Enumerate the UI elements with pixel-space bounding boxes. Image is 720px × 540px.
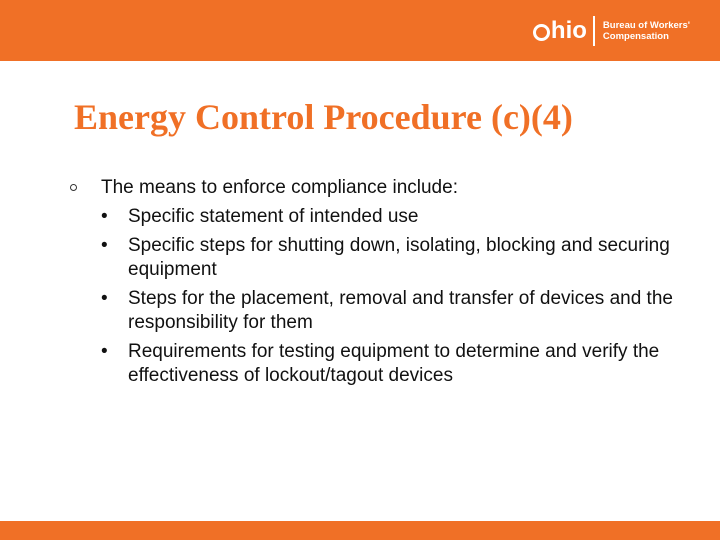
logo-agency-line-2: Compensation bbox=[602, 31, 669, 42]
logo-ohio-wordmark bbox=[533, 17, 587, 45]
bullet-icon: • bbox=[101, 288, 108, 309]
hollow-circle-bullet-icon bbox=[70, 184, 77, 191]
sub-point-text: Specific statement of intended use bbox=[128, 206, 419, 227]
sub-point-list bbox=[70, 205, 710, 388]
footer-band bbox=[0, 521, 720, 540]
sub-point-text: Steps for the placement, removal and transfer of devices and the responsibility for them bbox=[128, 288, 673, 333]
logo-agency-line-1: Bureau of Workers' bbox=[602, 20, 690, 31]
main-point-text: The means to enforce compliance include: bbox=[101, 177, 458, 198]
slide-title: Energy Control Procedure (c)(4) bbox=[74, 97, 573, 137]
sub-point bbox=[101, 340, 710, 388]
logo-divider bbox=[593, 16, 595, 46]
slide-body bbox=[70, 176, 710, 388]
sub-point bbox=[101, 205, 710, 229]
logo-agency-name bbox=[603, 20, 690, 42]
sub-point-text: Requirements for testing equipment to determine and verify the effectiveness of lockout/tagout devices bbox=[128, 341, 660, 386]
header-band bbox=[0, 0, 720, 61]
logo-o-icon bbox=[533, 24, 550, 41]
bullet-icon: • bbox=[101, 341, 108, 362]
sub-point bbox=[101, 234, 710, 282]
bullet-icon: • bbox=[101, 235, 108, 256]
sub-point bbox=[101, 287, 710, 335]
bullet-icon: • bbox=[101, 206, 108, 227]
logo-ohio-text: hio bbox=[550, 17, 587, 44]
main-point bbox=[70, 176, 710, 200]
sub-point-text: Specific steps for shutting down, isolating, blocking and securing equipment bbox=[128, 235, 670, 280]
ohio-bwc-logo bbox=[533, 14, 690, 48]
